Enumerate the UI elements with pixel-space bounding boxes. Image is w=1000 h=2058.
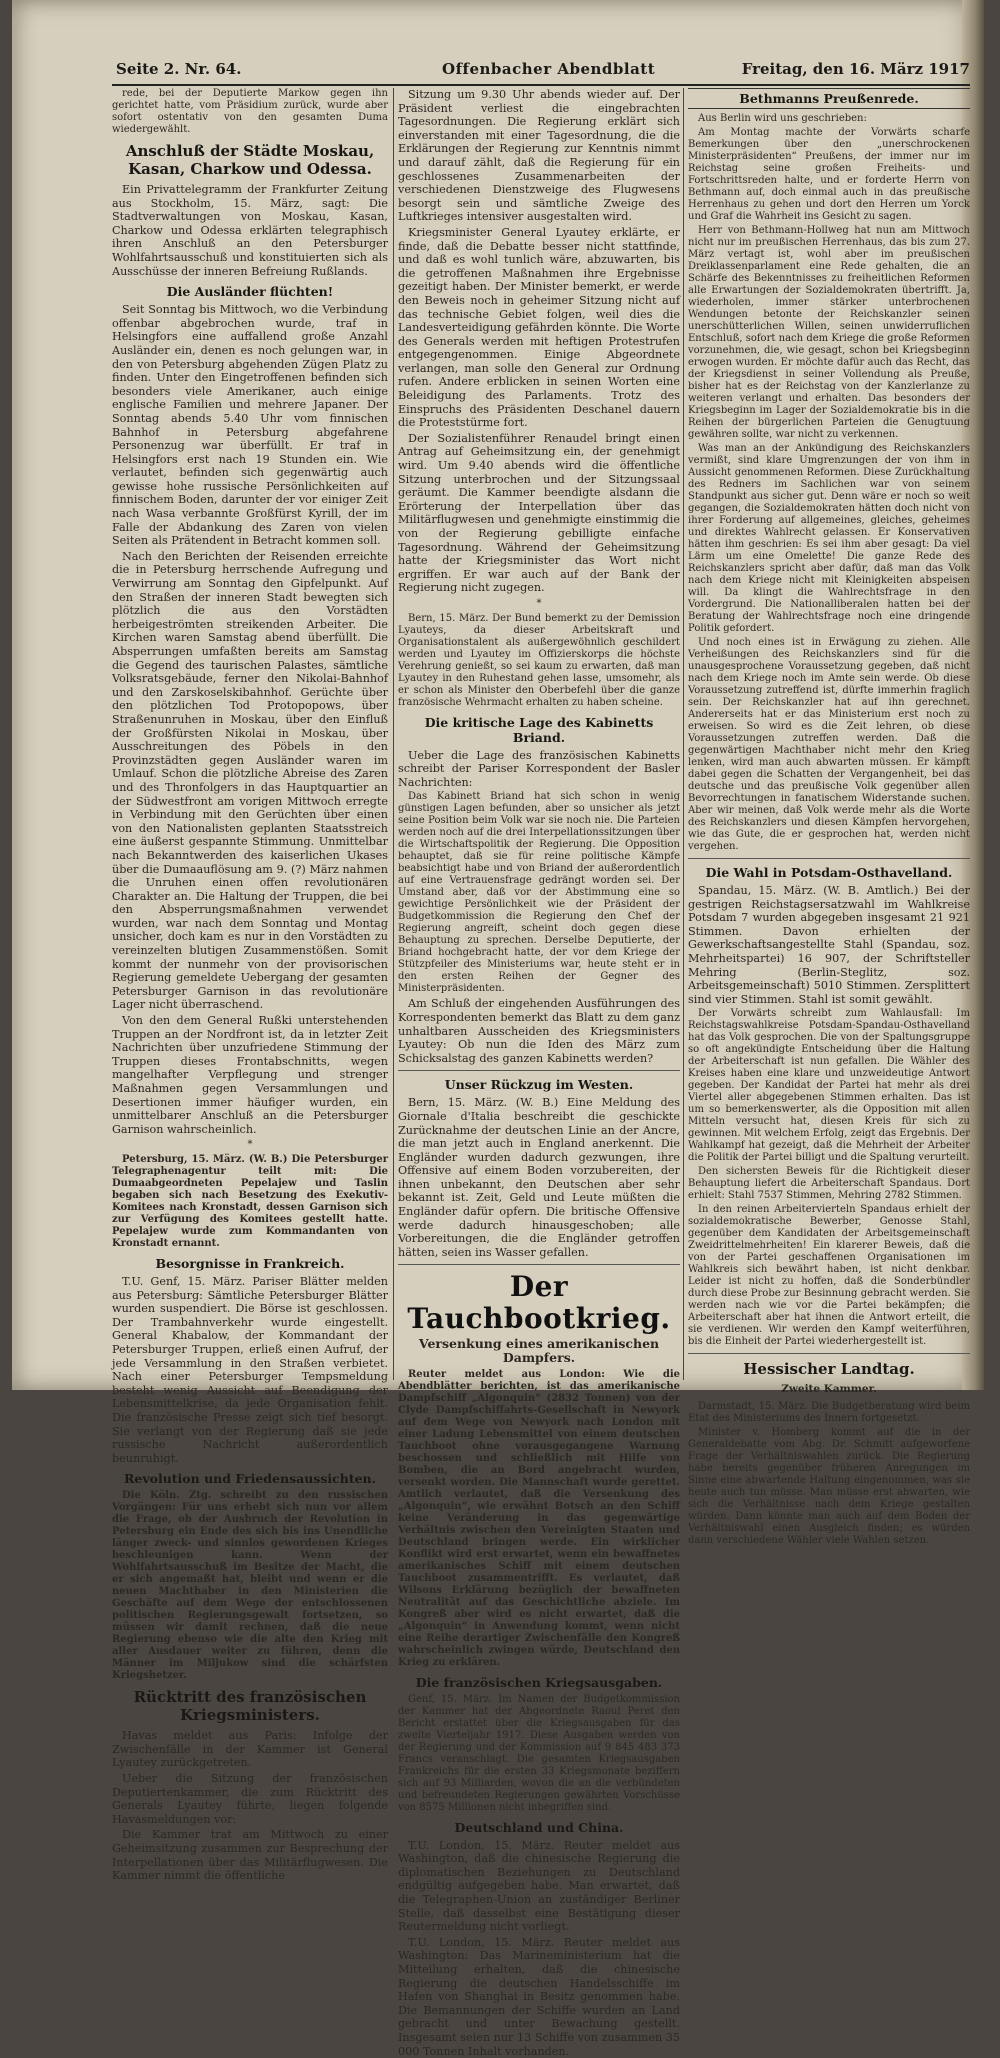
subheadline-tauchboot: Versenkung eines amerikanischen Dampfers. <box>418 1336 660 1366</box>
article-intro: rede, bei der Deputierte Markow gegen ihn gerichtet hatte, vom Präsidium zurück, wurde aber sofort ostentativ von den gesamten Duma wiedergewählt. <box>112 88 388 135</box>
paragraph: Havas meldet aus Paris: Infolge der Zwischenfälle in der Kammer ist General Lyautey zurückgetreten. <box>112 1729 388 1770</box>
column-rule <box>683 88 684 1380</box>
telegram-note: Petersburg, 15. März. (W. B.) Die Petersburger Telegraphenagentur teilt mit: Die Dumaabgeordneten Pepelajew und Taslin begaben sich nach Besetzung des Exekutiv-Komitees nach Kronstadt, dessen Garnison sich zur Verfügung des Komitees gestellt hatte. Pepelajew wurde zum Kommandanten von Kronstadt ernannt. <box>112 1153 388 1249</box>
paragraph: Ueber die Sitzung der französischen Deputiertenkammer, die zum Rücktritt des Generals Lyautey führte, liegen folgende Havasmeldungen vor: <box>112 1772 388 1826</box>
paragraph: Am Montag machte der Vorwärts scharfe Bemerkungen über den „unerschrockenen Ministerpräsidenten“ Preußens, der immer nur im Reichstag seine großen Freiheits- und Fortschrittsreden halte, und er forderte Herrn von Bethmann auf, doch einmal auch in das preußische Herrenhaus zu gehen und dort den Herren um Yorck und Graf die Wahrheit ins Gesicht zu sagen. <box>688 127 970 222</box>
paragraph: Genf, 15. März. Im Namen der Budgetkommission der Kammer hat der Abgeordnete Raoul Peret den Bericht erstattet über die Kriegsausgaben für das zweite Vierteljahr 1917. Diese Ausgaben werden von der Regierung und der Kommission auf 9 845 483 373 Francs veranschlagt. Die gesamten Kriegsausgaben Frankreichs für die ersten 33 Kriegsmonate beziffern sich auf 93 Milliarden, wovon die an die verbündeten und befreundeten Regierungen gewährten Vorschüsse von 8575 Millionen nicht inbegriffen sind. <box>398 1693 680 1813</box>
paragraph: Das Kabinett Briand hat sich schon in wenig günstigen Lagen befunden, aber so unsicher als jetzt seine Position beim Volk war sie noch nie. Die Parteien werden noch auf die drei Interpellationssitzungen über die Wirtschaftspolitik der Regierung. Die Opposition behauptet, daß sie für reine politische Kämpfe beabsichtigt habe und von Briand der außerordentlich auf eine Vertrauensfrage gedrängt worden sei. Der Umstand aber, daß vor der Abstimmung eine so gewichtige Persönlichkeit wie der Präsident der Budgetkommission die Regierung den Chef der Regierung angreift, scheint doch gegen diese Behauptung zu sprechen. Derselbe Deputierte, der Briand hochgebracht hatte, der vor dem Kriege der Stützpfeiler des Ministeriums war, heute steht er in den ersten Reihen der Gegner des Ministerpräsidenten. <box>398 791 680 995</box>
column-2 <box>398 88 680 2058</box>
paragraph: Der Sozialistenführer Renaudel bringt einen Antrag auf Geheimsitzung ein, der genehmigt wird. Um 9.40 abends wird die öffentliche Sitzung unterbrochen und der Sitzungssaal geräumt. Die Kammer beendigte alsdann die Erörterung der Interpellation über das Militärflugwesen und genehmigte einstimmig die von der Regierung gebilligte einfache Tagesordnung. Während der Geheimsitzung hatte der Kriegsminister das Wort nicht ergriffen. Er war auch auf der Bank der Regierung nicht zugegen. <box>398 431 680 595</box>
paragraph: Die Köln. Ztg. schreibt zu den russischen Vorgängen: Für uns erhebt sich nun vor allem die Frage, ob der Ausbruch der Revolution in Petersburg ein Ende des sich bis ins Unendliche länger zweck- und sinnlos gewordenen Krieges beschleunigen kann. Wenn der Wohlfahrtsausschuß im Besitze der Macht, die er sich angemaßt hat, bleibt und wenn er die neuen Machthaber in den Ministerien die Geschäfte auf dem Wege der entschlossenen politischen Regierungsgewalt fortsetzen, so müssen wir damit rechnen, daß die neue Regierung ebenso wie die alte den Krieg mit aller Ausdauer weiter zu führen, denn die Männer im Miljukow sind die schärfsten Kriegshetzer. <box>112 1490 388 1682</box>
headline-china: Deutschland und China. <box>454 1819 624 1835</box>
divider <box>398 1070 680 1071</box>
paragraph: In den reinen Arbeitervierteln Spandaus erhielt der sozialdemokratische Bewerber, Genosse Stahl, gegenüber dem Kandidaten der Arbeitsgemeinschaft Zweidrittelmehrheiten! Ein klarerer Beweis, daß die von der Partei geschaffenen Organisationen im Wahlkreis sich bewährt haben, ist nicht denkbar. Leider ist nicht zu hoffen, daß die Sonderbündler durch diese Probe zur Besinnung gebracht werden. Sie werden nach wie vor die Partei bekämpfen; die Arbeiterschaft aber hat ihnen die Antwort erteilt, die sie verdienen. Wir werden den Kampf weiterführen, bis die Einheit der Partei wiederhergestellt ist. <box>688 1204 970 1348</box>
paragraph: Bern, 15. März. Der Bund bemerkt zu der Demission Lyauteys, da dieser Arbeitskraft und Organisationstalent als außergewöhnlich geschildert werden und Lyautey im Offizierskorps die höchste Verehrung genießt, so sei kaum zu erwarten, daß man Lyautey in den Ruhestand gehen lasse, umsomehr, als er schon als Minister den Oberbefehl über die ganze französische Wehrmacht erhalten zu haben scheine. <box>398 612 680 708</box>
headline-tauchbootkrieg: Der Tauchbootkrieg. <box>407 1270 671 1336</box>
paragraph: Den sichersten Beweis für die Richtigkeit dieser Behauptung liefert die Arbeiterschaft Spandaus. Dort erhielt: Stahl 7537 Stimmen, Mehring 2782 Stimmen. <box>688 1166 970 1202</box>
divider <box>398 1264 680 1265</box>
headline-kriegsausgaben: Die französischen Kriegsausgaben. <box>415 1674 663 1690</box>
headline-kabinett: Die kritische Lage des Kabinetts Briand. <box>424 714 654 745</box>
paragraph: Die Kammer trat am Mittwoch zu einer Geheimsitzung zusammen zur Besprechung der Interpellationen über das Militärflugwesen. Die Kammer nimmt die öffentliche <box>112 1828 388 1883</box>
paragraph: Am Schluß der eingehenden Ausführungen des Korrespondenten bemerkt das Blatt zu dem ganz unhaltbaren Ausscheiden des Kriegsministers Lyautey: Ob nun die Iden des März zum Schicksalstag des ganzen Kabinetts werden? <box>398 997 680 1065</box>
newspaper-title: Offenbacher Abendblatt <box>442 60 656 78</box>
paragraph: Sitzung um 9.30 Uhr abends wieder auf. Der Präsident verliest die eingebrachten Tagesordnungen. Die Regierung erklärt sich einverstanden mit einer Tagesordnung, die die Erklärungen der Regierung zur Kenntnis nimmt und darauf zählt, daß die Regierung für ein geschlossenes Zusammenarbeiten der verschiedenen Dienstzweige des Flugwesens besorgt sein und sämtliche Zweige des Luftkrieges intensiver ausgestalten wird. <box>398 88 680 224</box>
paragraph: Kriegsminister General Lyautey erklärte, er finde, daß die Debatte besser nicht stattfinde, und daß es wohl tunlich wäre, abzuwarten, bis die getroffenen Maßnahmen ihre Ergebnisse gezeitigt haben. Der Minister bemerkt, er werde den Beweis noch in geheimer Sitzung nicht auf das technische Gebiet folgen, weil dies die Landesverteidigung gefährden könnte. Die Worte des Generals werden mit heftigen Protestrufen entgegengenommen. Einige Abgeordnete verlangen, man solle den General zur Ordnung rufen. Andere erblicken in seinen Worten eine Beleidigung des Parlaments. Trotz des Einspruchs des Präsidenten Deschanel dauern die Proteststürme fort. <box>398 225 680 430</box>
headline-revolution: Revolution und Friedensaussichten. <box>124 1471 376 1487</box>
column-1 <box>112 88 388 1883</box>
headline-besorgnisse: Besorgnisse in Frankreich. <box>155 1255 345 1271</box>
headline-auslaender: Die Ausländer flüchten! <box>166 284 334 300</box>
divider <box>688 858 970 859</box>
paragraph: Ein Privattelegramm der Frankfurter Zeitung aus Stockholm, 15. März, sagt: Die Stadtverwaltungen von Moskau, Kasan, Charkow und Odessa erklärten telegraphisch ihren Anschluß an den Petersburger Wohlfahrtsausschuß und konstituierten sich als Ausschüsse der inneren Befreiung Rußlands. <box>112 183 388 278</box>
masthead <box>112 58 970 86</box>
newspaper-page <box>12 0 984 2058</box>
separator-star: * <box>247 1139 253 1151</box>
headline-ruecktritt: Rücktritt des französischen Kriegsministers. <box>133 1688 367 1725</box>
paragraph: Reuter meldet aus London: Wie die Abendblätter berichten, ist das amerikanische Dampfschiff „Algonquin“ (2832 Tonnen) von der Clyde Dampfschiffahrts-Gesellschaft in Newyork auf dem Wege von Newyork nach London mit einer Ladung Lebensmittel von einem deutschen Tauchboot ohne vorausgegangene Warnung beschossen und schließlich mit Hilfe von Bomben, die an Bord angebracht wurden, versenkt worden. Die Mannschaft wurde gerettet. Amtlich verlautet, daß die Versenkung des „Algonquin“, wie erwähnt Botsch an den Schiff keine Veränderung in das gegenwärtige Verhältnis zwischen den Vereinigten Staaten und Deutschland bringen werde. Ein wirklicher Konflikt wird erst erwartet, wenn ein bewaffnetes amerikanisches Schiff mit einem deutschen Tauchboot zusammentrifft. Es verlautet, daß Wilsons Erklärung bezüglich der bewaffneten Neutralität auf das Geschichtliche abziele. Im Kongreß aber wird es nicht erwartet, daß die „Algonquin“ in Anwendung kommt, wenn nicht eine Reihe derartiger Zwischenfälle den Kongreß wahrscheinlich zwingen würde, Deutschland den Krieg zu erklären. <box>398 1368 680 1668</box>
paragraph: Minister v. Homberg kommt auf die in der Generaldebatte vom Abg. Dr. Schmitt aufgeworfene Frage der Verhältniswahlen zurück. Die Regierung habe bereits gegenüber früheren Anregungen im Sinne eine abwartende Haltung eingenommen, was sie heute auch tun müsse. Man müsse erst abwarten, wie sich die Verhältnisse nach dem Kriege gestalten würden. Dann könnte man auch auf dem Boden der Verhältniswahl einen Ausgleich finden; es würden dann verschiedene Wähler viele Wahlen setzen. <box>688 1426 970 1546</box>
paragraph: Aus Berlin wird uns geschrieben: <box>698 113 867 124</box>
paragraph: Bern, 15. März. (W. B.) Eine Meldung des Giornale d'Italia beschreibt die geschickte Zurücknahme der deutschen Linie an der Ancre, die man jetzt auch in England anerkennt. Die Engländer wurden dadurch gezwungen, ihre Offensive auf einem Boden vorzubereiten, der ihnen unbekannt, den Deutschen aber sehr bekannt ist. Zeit, Geld und Leute müßten die Engländer dafür opfern. Die britische Offensive werde dadurch hinausgeschoben; alle Vorbereitungen, die die Engländer getroffen hätten, seien ins Wasser gefallen. <box>398 1096 680 1259</box>
paragraph: Nach den Berichten der Reisenden erreichte die in Petersburg herrschende Aufregung und Verwirrung am Sonntag den Gipfelpunkt. Auf den Straßen der inneren Stadt bewegten sich plötzlich die aus den Vorstädten herbeigeströmten streikenden Arbeiter. Die Kirchen waren Samstag abend überfüllt. Die Absperrungen umfaßten bereits am Samstag die Gegend des taurischen Palastes, sämtliche Volksratsgebäude, ferner den Nikolai-Bahnhof und den Zarskoselskibahnhof. Gerüchte über den plötzlichen Tod Protopopows, über Straßenunruhen in Moskau, über den Einfluß der Großfürsten Nikolai in Moskau, über Ausschreitungen des Pöbels in den Provinzstädten gegen Ausländer waren im Umlauf. Schon die plötzliche Abreise des Zaren und des Thronfolgers in das Hauptquartier an der Südwestfront am vorigen Mittwoch erregte in Verbindung mit den Gerüchten über einen von den Nationalisten geplanten Staatsstreich eine äußerst gespannte Stimmung. Unmittelbar nach Bekanntwerden des kaiserlichen Ukases über die Dumaauflösung am 9. (?) März nahmen die Unruhen einen offen revolutionären Charakter an. Die Haltung der Truppen, die bei den Absperrungsmaßnahmen verwendet wurden, war nach dem Sonntag und Montag unsicher, doch kam es nur in den Vorstädten zu vereinzelten blutigen Zusammenstößen. Somit kommt der nunmehr von der provisorischen Regierung gemeldete Uebergang der gesamten Petersburger Garnison in das revolutionäre Lager nicht überraschend. <box>112 549 388 1012</box>
paragraph: Darmstadt, 15. März. Die Budgetberatung wird beim Etat des Ministeriums des Innern fortgesetzt. <box>688 1400 970 1424</box>
headline-wahl: Die Wahl in Potsdam-Osthavelland. <box>705 865 953 880</box>
paragraph: T.U. London, 15. März. Reuter meldet aus Washington: Das Marineministerium hat die Mitteilung erhalten, daß die chinesische Regierung die deutschen Handelsschiffe im Hafen von Shanghai in Besitz genommen habe. Die Bemannungen der Schiffe wurden an Land gebracht und unter Bewachung gestellt. Insgesamt seien nur 13 Schiffe von zusammen 35 000 Tonnen Inhalt vorhanden. <box>398 1935 680 2058</box>
headline-landtag: Hessischer Landtag. <box>743 1360 915 1379</box>
column-3 <box>688 88 970 1546</box>
column-rule <box>393 88 394 1380</box>
headline-anschluss: Anschluß der Städte Moskau, Kasan, Charkow und Odessa. <box>125 142 375 178</box>
paragraph: Von den dem General Rußki unterstehenden Truppen an der Nordfront ist, da in letzter Zeit Nachrichten über unzufriedene Stimmung der Truppen dieses Frontabschnitts, wegen mangelhafter Verpflegung und strenger Maßnahmen gegen Versammlungen und Desertionen immer häufiger wurden, ein unmittelbarer Anschluß an die Petersburger Garnison wahrscheinlich. <box>112 1014 388 1136</box>
page-number: Seite 2. Nr. 64. <box>116 60 242 78</box>
divider <box>688 1353 970 1354</box>
headline-bethmann: Bethmanns Preußenrede. <box>688 88 970 109</box>
subheadline-landtag: Zweite Kammer. <box>781 1383 877 1396</box>
paragraph: Was man an der Ankündigung des Reichskanzlers vermißt, sind klare Umgrenzungen der von ihm in Aussicht genommenen Reformen. Diese Zurückhaltung des Redners im Sachlichen war von seinem Standpunkt aus sicher gut. Denn wäre er noch so weit gegangen, die Sozialdemokraten hätten doch nicht von ihrer Forderung auf allgemeines, gleiches, geheimes und direktes Wahlrecht gelassen. Er Konservativen hätten ihm geschrien: Es sei ihm aber gesagt: Da viel Lärm um eine Omelette! Die ganze Rede des Reichskanzlers spricht aber dafür, daß man das Volk nach dem Kriege nicht mit Kleinigkeiten abspeisen will. Da klingt die Wahlrechtsfrage in den Vordergrund. Die Nationalliberalen hatten bei der Beratung der Wahlrechtsfrage noch eine dringende Politik gefordert. <box>688 443 970 634</box>
paragraph: T.U. London, 15. März. Reuter meldet aus Washington, daß die chinesische Regierung die diplomatischen Beziehungen zu Deutschland endgültig aufgegeben habe. Man erwartet, daß die Telegraphen-Union an zuständiger Berliner Stelle, daß dasselbst eine Bestätigung dieser Reutermeldung nicht vorliegt. <box>398 1838 680 1934</box>
paragraph: Ueber die Lage des französischen Kabinetts schreibt der Pariser Korrespondent der Basler Nachrichten: <box>398 748 680 789</box>
paragraph: Herr von Bethmann-Hollweg hat nun am Mittwoch nicht nur im preußischen Herrenhaus, das bis zum 27. März vertagt ist, wohl aber im preußischen Dreiklassenparlament eine Rede gehalten, die an Schärfe des Bekenntnisses zu freiheitlichen Reformen alle Erwartungen der Sozialdemokraten übertrifft. Ja, wiederholen, immer stärker unterbrochenen Wendungen betonte der Reichskanzler seinen unerschütterlichen Willen, seinen unwiderruflichen Entschluß, sofort nach dem Kriege die große Reformen vorzunehmen, die, wie gesagt, schon bei Kriegsbeginn erwogen wurden. Er möchte dafür auch das Recht, das der Kriegsdienst in seiner Vollendung als Preuße, bisher hat es der Reichstag von der Kanzlerlanze zu weiteren verlangt und erhalten. Das besonders der Kriegsbeginn im Lager der Sozialdemokratie bis in die Reihen der bürgerlichen Parteien die Genugtuung gewähren sollte, war nicht zu verkennen. <box>688 225 970 440</box>
separator-star: * <box>536 597 542 609</box>
paragraph: T.U. Genf, 15. März. Pariser Blätter melden aus Petersburg: Sämtliche Petersburger Blätter wurden suspendiert. Die Börse ist geschlossen. Der Trambahnverkehr wurde eingestellt. General Khabalow, der Kommandant der Petersburger Truppen, erließ einen Aufruf, der jede Versammlung in den Straßen verbietet. Nach einer Petersburger Tempsmeldung besteht wenig Aussicht auf Beendigung der Lebensmittelkrise, da jede Organisation fehlt. Die französische Presse zeigt sich tief besorgt. Sie verlangt von der Regierung daß sie jede russische Nachricht außerordentlich beunruhigt. <box>112 1274 388 1465</box>
issue-date: Freitag, den 16. März 1917 <box>741 60 970 78</box>
headline-rueckzug: Unser Rückzug im Westen. <box>444 1077 634 1093</box>
paragraph: Und noch eines ist in Erwägung zu ziehen. Alle Verheißungen des Reichskanzlers sind für die unausgesprochene Voraussetzung gegeben, daß nicht nach dem Kriege noch im Amte sein werde. Ob diese Voraussetzung zutreffend ist, dürfte immerhin fraglich sein. Der Reichskanzler hat auf ihn gerechnet. Andererseits hat er das Ministerium erst noch zu erweisen. So wird es die Zeit lehren, ob diese Voraussetzungen zutreffen werden. Daß die gegenwärtigen Machthaber nicht mehr den Krieg lenken, wird man auch abwarten müssen. Er kämpft dabei gegen die Schatten der Vergangenheit, bei das deutsche und das preußische Volk gegenüber allen Bevorrechtungen in fanatischem Widerstande suchen. Aber wir meinen, daß Volk werde mehr als die Worte des Reichskanzlers und diesen Kämpfen hervorgehen, wie das Gute, die er gesprochen hat, werden nicht vergehen. <box>688 637 970 852</box>
paragraph: Der Vorwärts schreibt zum Wahlausfall: Im Reichstagswahlkreise Potsdam-Spandau-Osthavelland hat das Volk gesprochen. Die von der Spaltungsgruppe so oft angekündigte Entscheidung über die Haltung der Arbeiterschaft ist nun gefallen. Die Wähler des Kreises haben eine klare und unzweideutige Antwort gegeben. Der Kandidat der Partei hat mehr als drei Viertel aller abgegebenen Stimmen erhalten. Das ist um so bemerkenswerter, als die Opposition mit allen Mitteln versucht hat, diesen Kreis für sich zu gewinnen. Mit welchem Erfolg, zeigt das Ergebnis. Der Wahlkampf hat gezeigt, daß die Mehrheit der Arbeiter die Politik der Partei billigt und die Spaltung verurteilt. <box>688 1008 970 1164</box>
paragraph: Spandau, 15. März. (W. B. Amtlich.) Bei der gestrigen Reichstagsersatzwahl im Wahlkreise Potsdam 7 wurden abgegeben insgesamt 21 921 Stimmen. Davon erhielten der Gewerkschaftsangestellte Stahl (Spandau, soz. Mehrheitspartei) 16 907, der Schriftsteller Mehring (Berlin-Steglitz, soz. Arbeitsgemeinschaft) 5010 Stimmen. Zersplittert sind vier Stimmen. Stahl ist somit gewählt. <box>688 884 970 1006</box>
paragraph: Seit Sonntag bis Mittwoch, wo die Verbindung offenbar abgebrochen wurde, traf in Helsingfors eine auffallend große Anzahl Ausländer ein, denen es noch gelungen war, in den von Petersburg abgehenden Zügen Platz zu finden. Unter den Eingetroffenen befinden sich besonders viele Amerikaner, auch einige englische Familien und mehrere Japaner. Der Sonntag abends 5.40 Uhr vom finnischen Bahnhof in Petersburg abgefahrene Personenzug war überfüllt. Er traf in Helsingfors erst nach 19 Stunden ein. Wie verlautet, befinden sich gegenwärtig auch gewisse hohe russische Persönlichkeiten auf finnischem Boden, darunter der vor einiger Zeit nach Wasa verbannte Großfürst Kyrill, der im Falle der Abdankung des Zaren von vielen Seiten als Prätendent in Betracht kommen soll. <box>112 303 388 548</box>
